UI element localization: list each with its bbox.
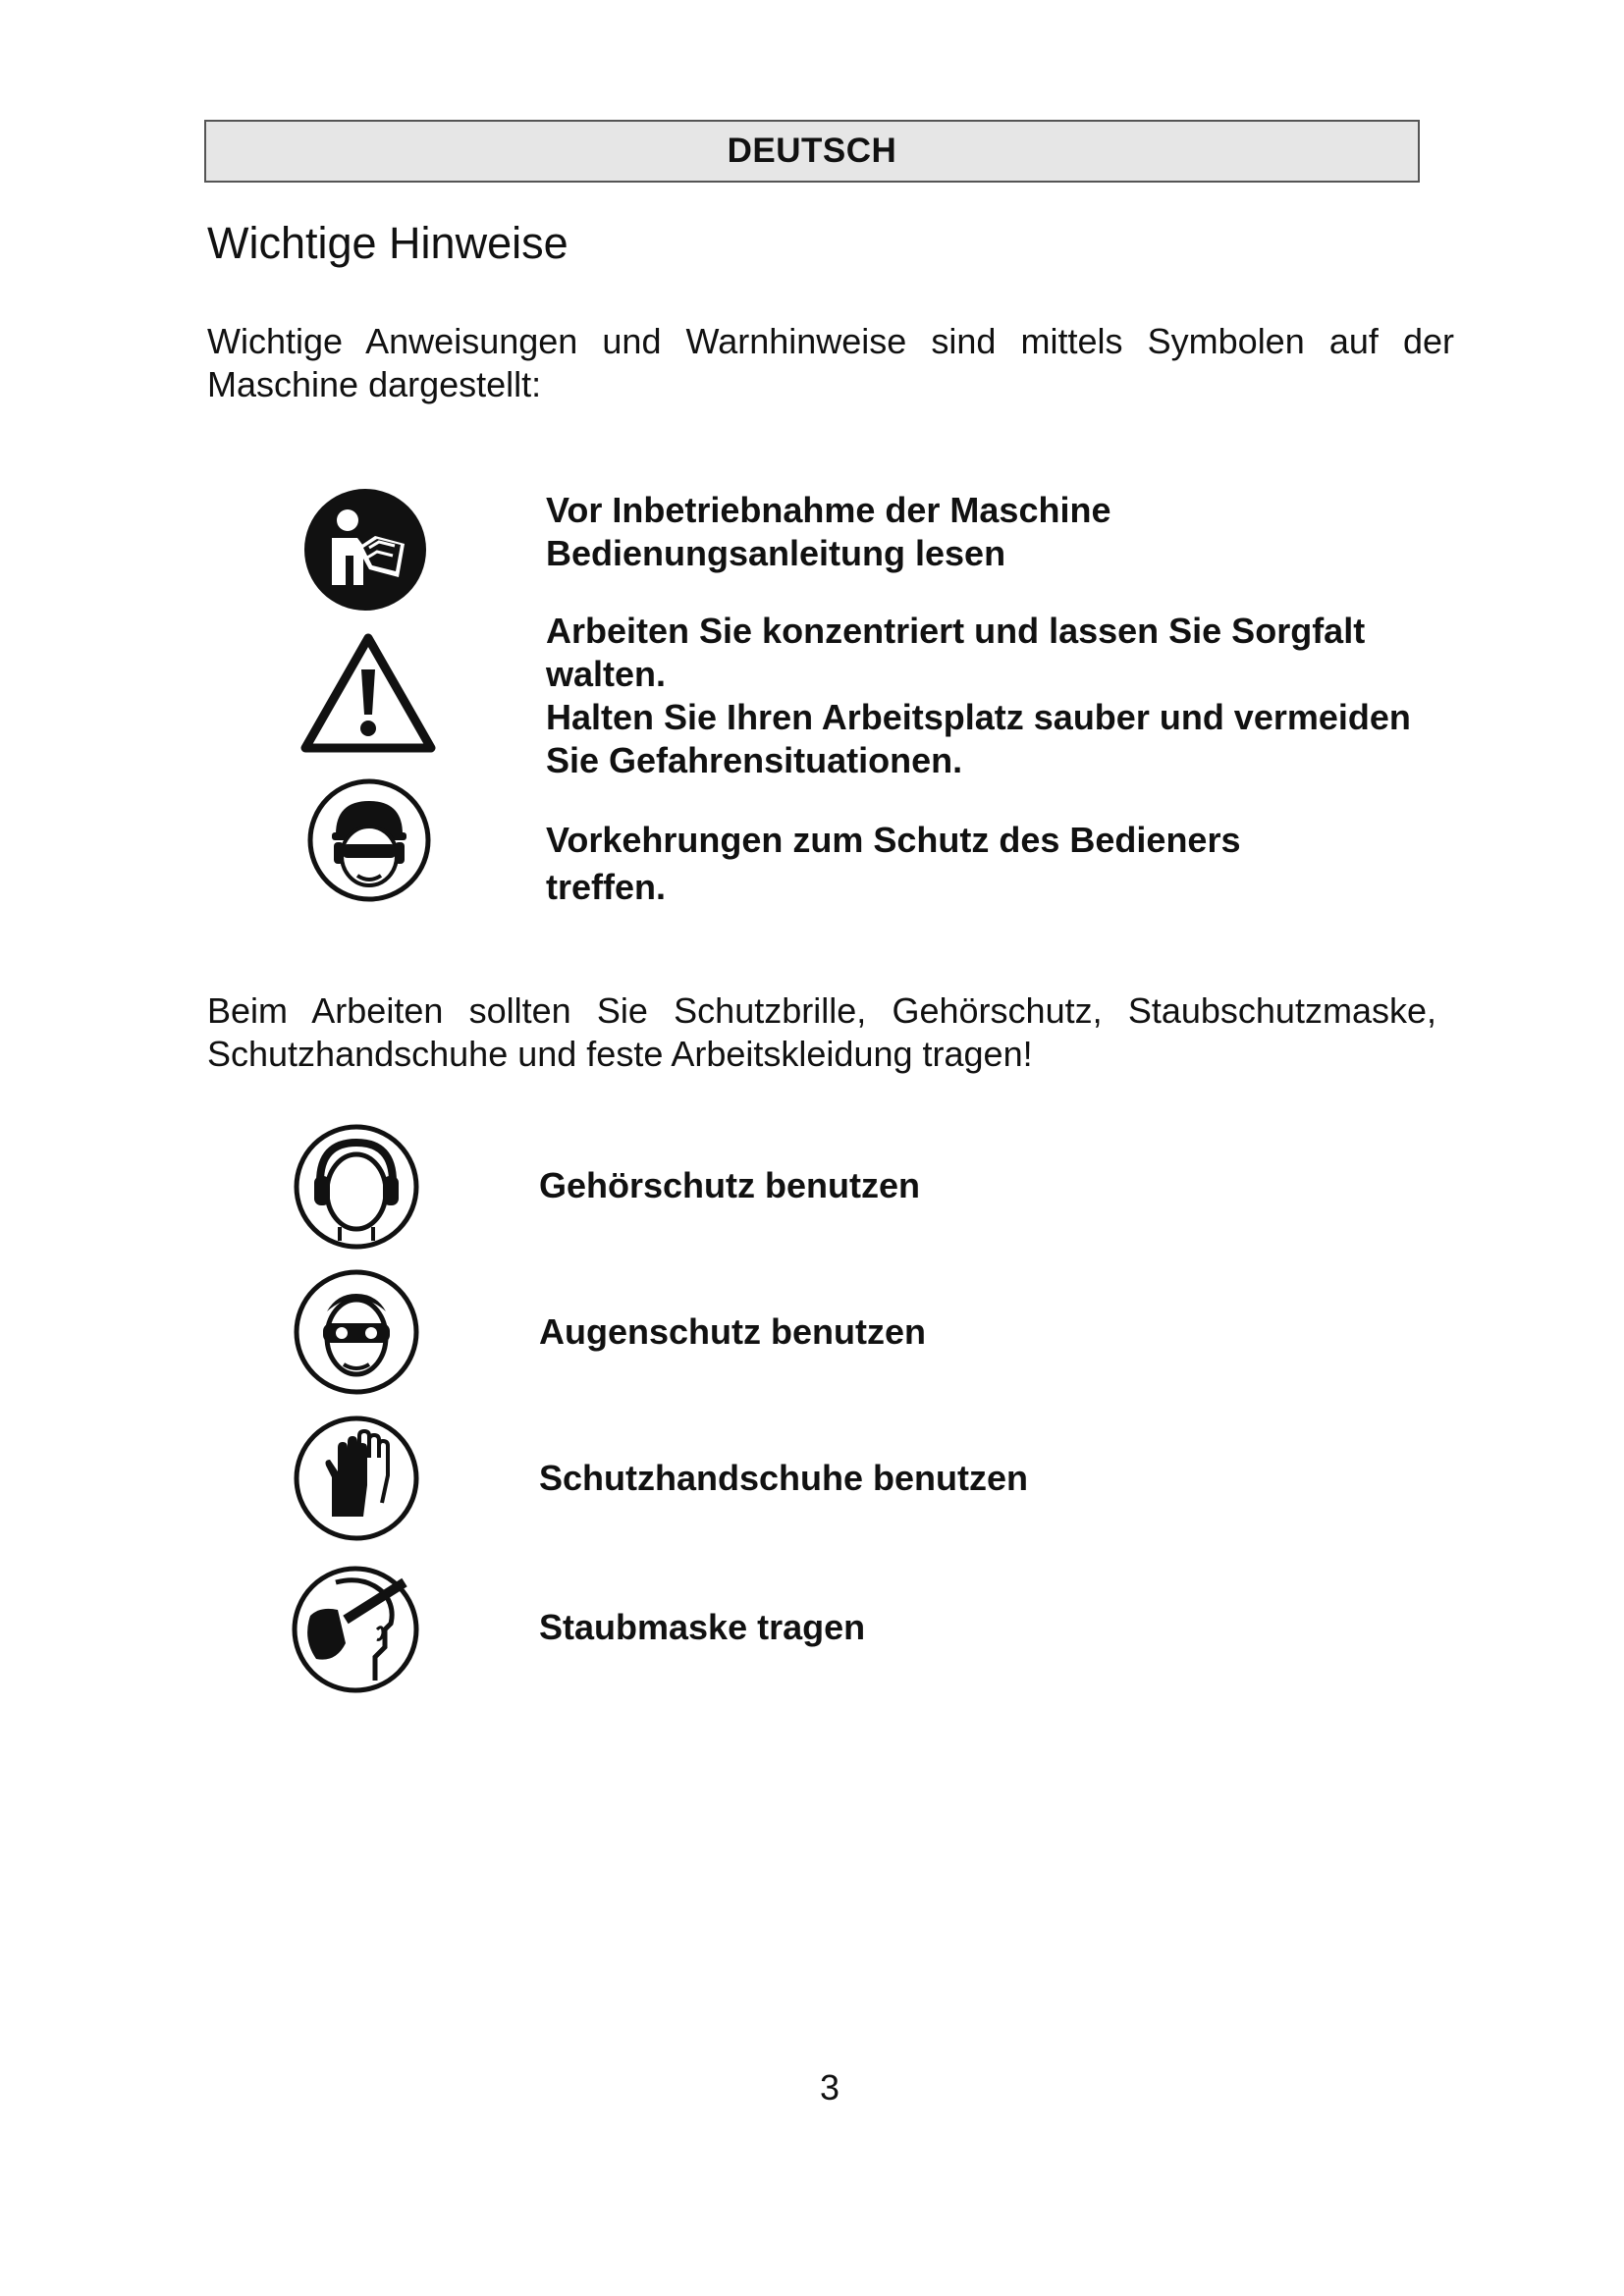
symbol-3-line-2: treffen. [546, 867, 667, 907]
eye-protection-icon [293, 1268, 420, 1396]
section-title: Wichtige Hinweise [207, 218, 568, 268]
warning-triangle-icon [300, 632, 436, 754]
ppe-label-gloves: Schutzhandschuhe benutzen [539, 1458, 1029, 1498]
symbol-1-text [546, 489, 1174, 575]
read-manual-icon [302, 487, 428, 613]
symbol-1-line-1: Vor Inbetriebnahme der Maschine [546, 490, 1111, 530]
intro-paragraph: Wichtige Anweisungen und Warnhinweise sind mittels Symbolen auf der Maschine dargestellt: [207, 321, 1454, 404]
ppe-paragraph: Beim Arbeiten sollten Sie Schutzbrille, Gehörschutz, Staubschutzmaske, Schutzhandschuhe und feste Arbeitskleidung tragen! [207, 990, 1436, 1074]
ppe-label-ear: Gehörschutz benutzen [539, 1165, 921, 1205]
ear-protection-icon [293, 1123, 420, 1251]
operator-protection-icon [306, 777, 432, 903]
dust-mask-icon [289, 1561, 426, 1698]
symbol-2-text [546, 610, 1430, 782]
symbol-3-text [546, 819, 1292, 909]
symbol-2-line-2: Halten Sie Ihren Arbeitsplatz sauber und vermeiden Sie Gefahrensituationen. [546, 697, 1411, 780]
header-title: DEUTSCH [727, 132, 897, 170]
symbol-1-line-2: Bedienungsanleitung lesen [546, 533, 1006, 573]
page-number: 3 [819, 2067, 840, 2108]
ppe-label-dust-mask: Staubmaske tragen [539, 1607, 866, 1647]
symbol-3-line-1: Vorkehrungen zum Schutz des Bedieners [546, 820, 1241, 860]
ppe-label-eye: Augenschutz benutzen [539, 1311, 926, 1352]
language-header [204, 120, 1420, 183]
symbol-2-line-1: Arbeiten Sie konzentriert und lassen Sie Sorgfalt walten. [546, 611, 1366, 694]
gloves-icon [293, 1415, 420, 1542]
